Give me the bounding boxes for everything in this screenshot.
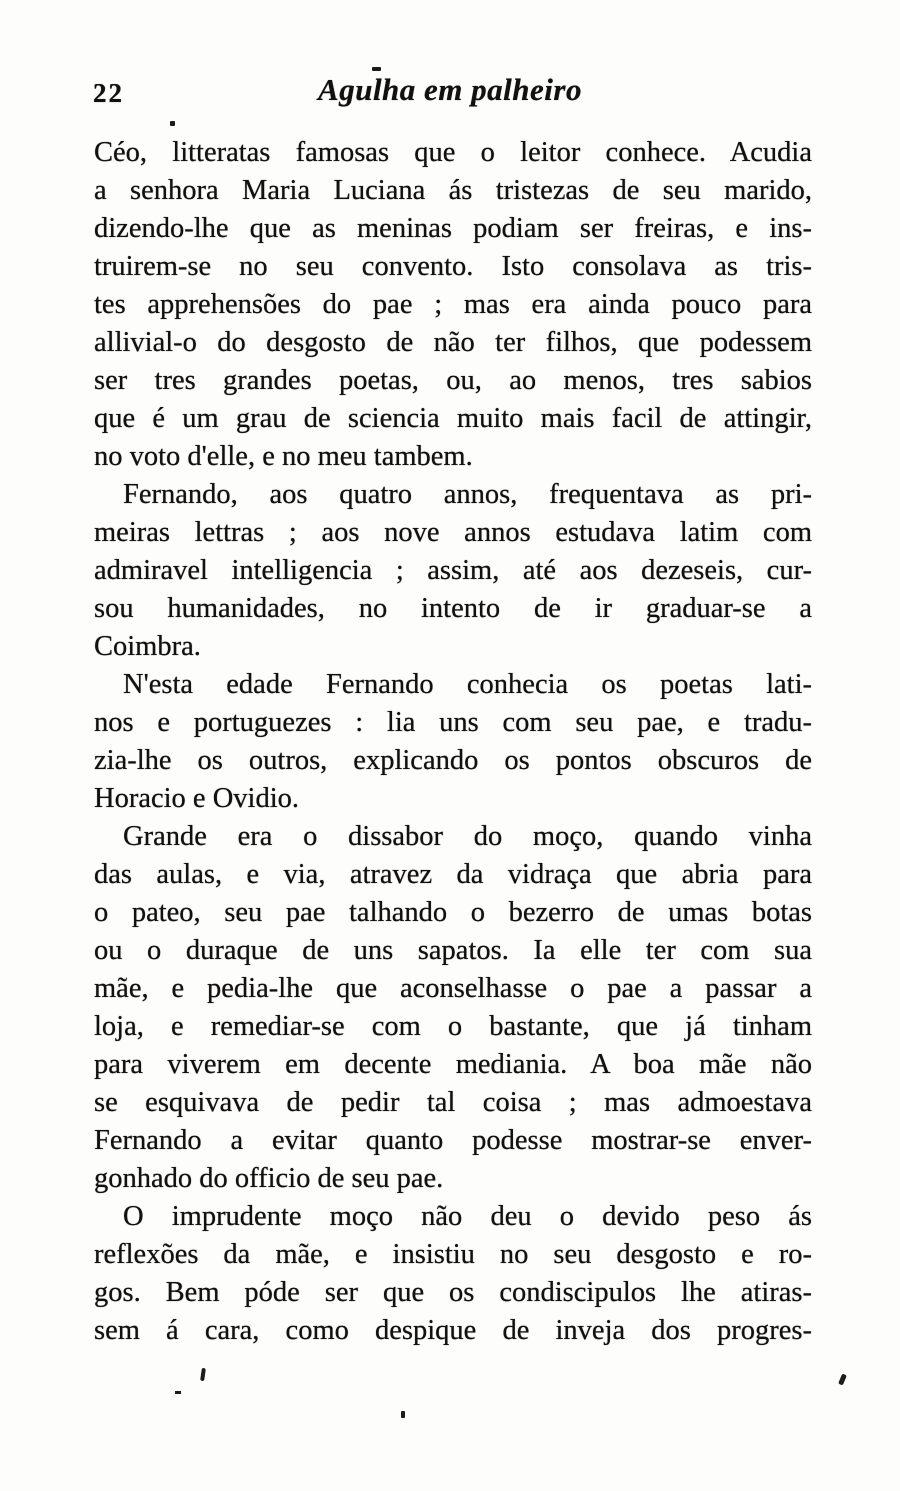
- text-line: loja, e remediar-se com o bastante, que já tinham: [94, 1011, 812, 1042]
- scan-speck-apostrophe: [200, 1368, 206, 1381]
- text-line: Coimbra.: [94, 631, 201, 662]
- scan-speck-dot: [170, 121, 175, 126]
- text-line: tes apprehensões do pae ; mas era ainda pouco para: [94, 289, 812, 320]
- text-line: se esquivava de pedir tal coisa ; mas admoestava: [94, 1087, 812, 1118]
- text-line: sem á cara, como despique de inveja dos progres-: [94, 1315, 812, 1346]
- text-line: das aulas, e via, atravez da vidraça que abria para: [94, 859, 812, 890]
- text-line: Grande era o dissabor do moço, quando vinha: [123, 821, 812, 852]
- running-title: Agulha em palheiro: [318, 72, 582, 107]
- text-line: meiras lettras ; aos nove annos estudava latim com: [94, 517, 812, 548]
- text-line: truirem-se no seu convento. Isto consolava as tris-: [94, 251, 812, 282]
- text-line: sou humanidades, no intento de ir graduar-se a: [94, 593, 812, 624]
- text-line: N'esta edade Fernando conhecia os poetas lati-: [123, 669, 812, 700]
- text-line: Fernando a evitar quanto podesse mostrar-se enver-: [94, 1125, 812, 1156]
- text-line: allivial-o do desgosto de não ter filhos, que podessem: [94, 327, 812, 358]
- text-line: gonhado do officio de seu pae.: [94, 1163, 444, 1194]
- text-line: mãe, e pedia-lhe que aconselhasse o pae a passar a: [94, 973, 812, 1004]
- text-line: Céo, litteratas famosas que o leitor conhece. Acudia: [94, 137, 812, 168]
- text-line: no voto d'elle, e no meu tambem.: [94, 441, 473, 472]
- text-line: dizendo-lhe que as meninas podiam ser freiras, e ins-: [94, 213, 812, 244]
- text-line: a senhora Maria Luciana ás tristezas de seu marido,: [94, 175, 812, 206]
- text-line: Fernando, aos quatro annos, frequentava as pri-: [123, 479, 812, 510]
- page-number: 22: [93, 78, 124, 108]
- page-body-text: [94, 134, 812, 1350]
- text-line: admiravel intelligencia ; assim, até aos dezeseis, cur-: [94, 555, 812, 586]
- text-line: que é um grau de sciencia muito mais facil de attingir,: [94, 403, 812, 434]
- scan-speck-tick: [372, 67, 381, 71]
- scan-speck-dot: [401, 1411, 405, 1418]
- text-line: o pateo, seu pae talhando o bezerro de umas botas: [94, 897, 812, 928]
- text-line: O imprudente moço não deu o devido peso ás: [123, 1201, 812, 1232]
- text-line: reflexões da mãe, e insistiu no seu desgosto e ro-: [94, 1239, 812, 1270]
- text-line: ou o duraque de uns sapatos. Ia elle ter com sua: [94, 935, 812, 966]
- text-line: ser tres grandes poetas, ou, ao menos, tres sabios: [94, 365, 812, 396]
- text-line: zia-lhe os outros, explicando os pontos obscuros de: [94, 745, 812, 776]
- text-line: nos e portuguezes : lia uns com seu pae, e tradu-: [94, 707, 812, 738]
- text-line: para viverem em decente mediania. A boa mãe não: [94, 1049, 812, 1080]
- text-line: gos. Bem póde ser que os condiscipulos lhe atiras-: [94, 1277, 812, 1308]
- text-line: Horacio e Ovidio.: [94, 783, 299, 814]
- scan-speck-comma: [838, 1373, 847, 1385]
- scan-speck-dash: [175, 1391, 181, 1394]
